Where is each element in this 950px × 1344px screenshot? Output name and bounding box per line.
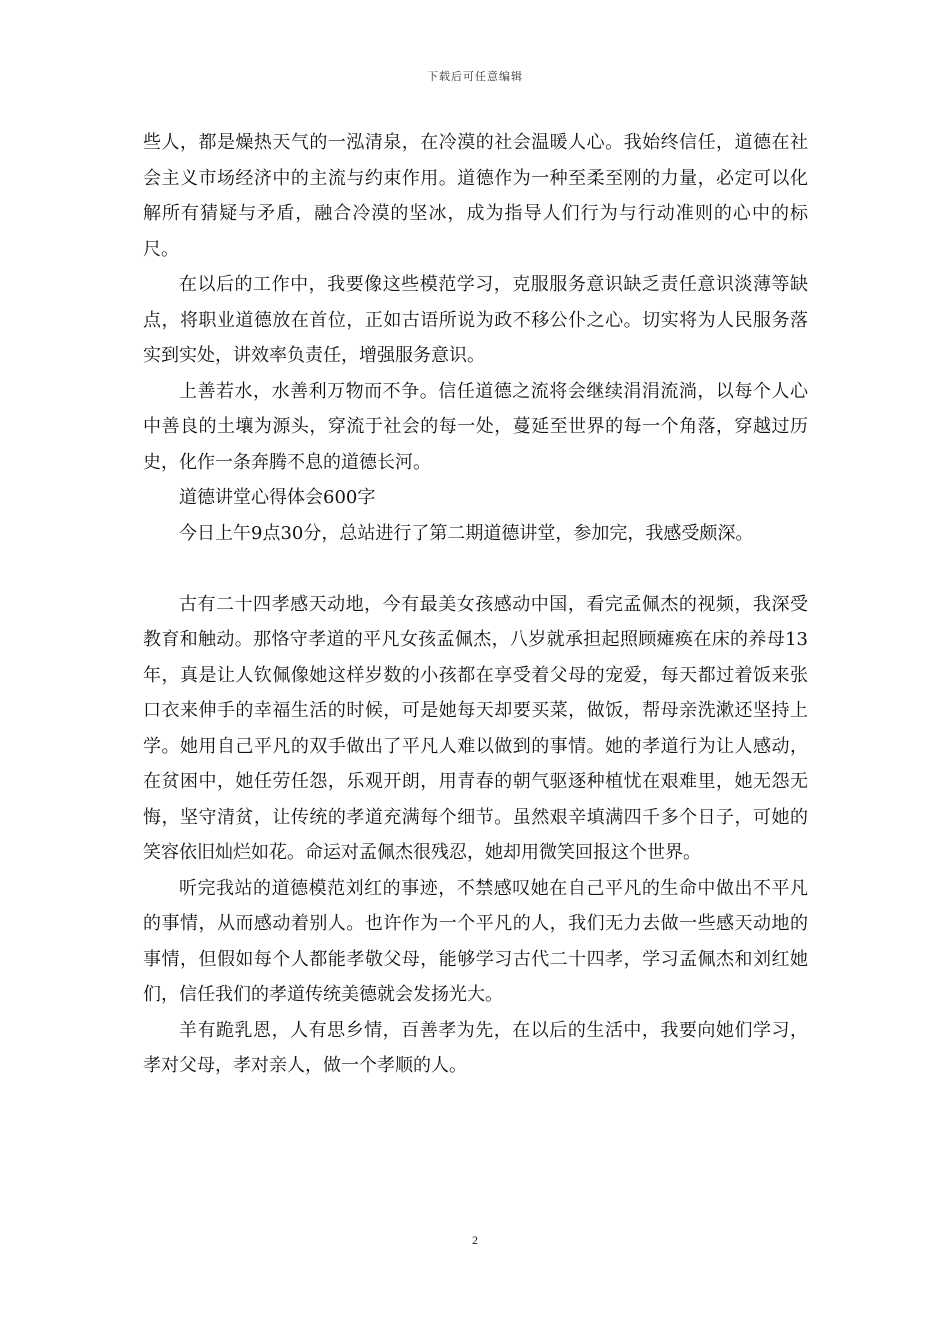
blank-line xyxy=(143,551,808,587)
page-header: 下载后可任意编辑 xyxy=(427,70,523,83)
paragraph: 上善若水，水善利万物而不争。信任道德之流将会继续涓涓流淌，以每个人心中善良的土壤为源头，穿流于社会的每一处，蔓延至世界的每一个角落，穿越过历史，化作一条奔腾不息的道德长河。 xyxy=(143,380,808,473)
page-number: 2 xyxy=(472,1233,478,1247)
paragraph: 听完我站的道德模范刘红的事迹，不禁感叹她在自己平凡的生命中做出不平凡的事情，从而感动着别人。也许作为一个平凡的人，我们无力去做一些感天动地的事情，但假如每个人都能孝敬父母，能够学习古代二十四孝，学习孟佩杰和刘红她们，信任我们的孝道传统美德就会发扬光大。 xyxy=(143,877,808,1005)
paragraph: 今日上午9点30分，总站进行了第二期道德讲堂，参加完，我感受颇深。 xyxy=(179,522,754,544)
document-body xyxy=(143,125,808,1084)
paragraph: 羊有跪乳恩，人有思乡情，百善孝为先，在以后的生活中，我要向她们学习，孝对父母，孝对亲人，做一个孝顺的人。 xyxy=(143,1019,808,1076)
section-heading: 道德讲堂心得体会600字 xyxy=(179,487,376,508)
paragraph: 古有二十四孝感天动地，今有最美女孩感动中国，看完孟佩杰的视频，我深受教育和触动。那恪守孝道的平凡女孩孟佩杰，八岁就承担起照顾瘫痪在床的养母13年，真是让人钦佩像她这样岁数的小孩都在享受着父母的宠爱，每天都过着饭来张口衣来伸手的幸福生活的时候，可是她每天却要买菜，做饭，帮母亲洗漱还坚持上学。她用自己平凡的双手做出了平凡人难以做到的事情。她的孝道行为让人感动，在贫困中，她任劳任怨，乐观开朗，用青春的朝气驱逐种植忧在艰难里，她无怨无悔，坚守清贫，让传统的孝道充满每个细节。虽然艰辛填满四千多个日子，可她的笑容依旧灿烂如花。命运对孟佩杰很残忍，她却用微笑回报这个世界。 xyxy=(143,593,808,863)
paragraph: 在以后的工作中，我要像这些模范学习，克服服务意识缺乏责任意识淡薄等缺点，将职业道德放在首位，正如古语所说为政不移公仆之心。切实将为人民服务落实到实处，讲效率负责任，增强服务意识。 xyxy=(143,274,808,366)
paragraph: 些人，都是燥热天气的一泓清泉，在冷漠的社会温暖人心。我始终信任，道德在社会主义市场经济中的主流与约束作用。道德作为一种至柔至刚的力量，必定可以化解所有猜疑与矛盾，融合冷漠的坚冰，成为指导人们行为与行动准则的心中的标尺。 xyxy=(143,132,808,260)
